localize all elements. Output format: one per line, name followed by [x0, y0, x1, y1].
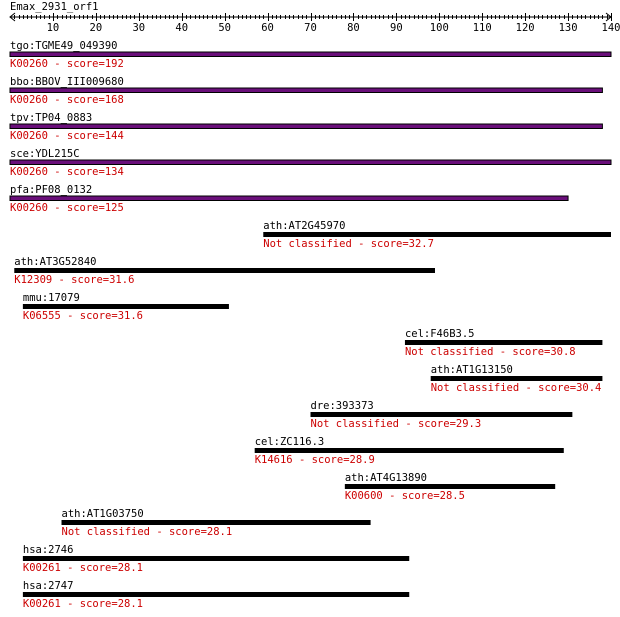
hit-alignment-bar[interactable] — [10, 52, 611, 57]
hit-row[interactable] — [345, 472, 555, 502]
hit-row[interactable] — [23, 580, 409, 610]
ruler-tick-label: 130 — [558, 22, 578, 34]
hit-row[interactable] — [23, 292, 229, 322]
hit-gene-label[interactable]: pfa:PF08_0132 — [10, 184, 93, 196]
hit-alignment-bar[interactable] — [311, 412, 573, 417]
hit-alignment-bar[interactable] — [345, 484, 555, 489]
ruler-tick-label: 100 — [429, 22, 449, 34]
hit-gene-label[interactable]: hsa:2747 — [22, 580, 74, 592]
hit-alignment-bar[interactable] — [10, 124, 602, 129]
ruler-tick-label: 110 — [472, 22, 492, 34]
hit-alignment-bar[interactable] — [23, 592, 409, 597]
hit-row[interactable] — [263, 220, 611, 250]
hit-row[interactable] — [62, 508, 371, 538]
hit-score-label[interactable]: Not classified - score=30.4 — [430, 382, 602, 394]
ruler-tick-label: 120 — [515, 22, 535, 34]
ruler-tick-label: 30 — [132, 22, 146, 34]
ruler-tick-label: 80 — [347, 22, 360, 34]
hit-gene-label[interactable]: ath:AT4G13890 — [344, 472, 428, 484]
hit-score-label[interactable]: K00260 - score=192 — [10, 58, 124, 70]
hit-gene-label[interactable]: ath:AT1G13150 — [430, 364, 513, 376]
hit-alignment-bar[interactable] — [263, 232, 611, 237]
ruler-tick-label: 140 — [601, 22, 620, 34]
hit-row[interactable] — [10, 148, 611, 178]
hit-alignment-bar[interactable] — [405, 340, 602, 345]
hit-alignment-bar[interactable] — [10, 160, 611, 165]
hit-score-label[interactable]: K00260 - score=144 — [10, 130, 124, 142]
hit-score-label[interactable]: K14616 - score=28.9 — [254, 454, 375, 466]
position-ruler — [10, 13, 620, 34]
hit-row[interactable] — [10, 184, 568, 214]
hit-row[interactable] — [255, 436, 564, 466]
hit-score-label[interactable]: K00260 - score=134 — [10, 166, 124, 178]
hit-row[interactable] — [10, 112, 602, 142]
hit-score-label[interactable]: Not classified - score=29.3 — [310, 418, 482, 430]
ruler-tick-label: 40 — [175, 22, 189, 34]
hit-score-label[interactable]: Not classified - score=32.7 — [263, 238, 434, 250]
hit-row[interactable] — [23, 544, 409, 574]
ruler-tick-label: 10 — [46, 22, 60, 34]
hit-list — [10, 40, 611, 610]
hit-score-label[interactable]: K00260 - score=125 — [10, 202, 124, 214]
hit-gene-label[interactable]: hsa:2746 — [22, 544, 74, 556]
hit-alignment-bar[interactable] — [10, 196, 568, 201]
hit-gene-label[interactable]: cel:F46B3.5 — [404, 328, 475, 340]
hit-gene-label[interactable]: mmu:17079 — [22, 292, 80, 304]
hit-score-label[interactable]: K12309 - score=31.6 — [14, 274, 135, 286]
query-title: Emax_2931_orf1 — [10, 1, 99, 13]
hit-alignment-bar[interactable] — [23, 304, 229, 309]
hit-gene-label[interactable]: ath:AT1G03750 — [61, 508, 144, 520]
hit-gene-label[interactable]: ath:AT3G52840 — [14, 256, 97, 268]
hit-score-label[interactable]: K00260 - score=168 — [10, 94, 124, 106]
hit-alignment-bar[interactable] — [431, 376, 603, 381]
hit-alignment-bar[interactable] — [10, 88, 602, 93]
ruler-tick-label: 90 — [390, 22, 403, 34]
hit-gene-label[interactable]: tpv:TP04_0883 — [10, 112, 93, 124]
ruler-tick-label: 60 — [261, 22, 274, 34]
hit-row[interactable] — [431, 364, 603, 394]
ruler-tick-label: 50 — [218, 22, 231, 34]
hit-score-label[interactable]: K00600 - score=28.5 — [344, 490, 465, 502]
ruler-tick-label: 20 — [89, 22, 103, 34]
hit-row[interactable] — [405, 328, 602, 358]
hit-gene-label[interactable]: cel:ZC116.3 — [254, 436, 325, 448]
hit-row[interactable] — [311, 400, 573, 430]
hit-score-label[interactable]: Not classified - score=28.1 — [61, 526, 233, 538]
hit-score-label[interactable]: K00261 - score=28.1 — [22, 562, 143, 574]
hit-gene-label[interactable]: tgo:TGME49_049390 — [10, 40, 118, 52]
hit-gene-label[interactable]: sce:YDL215C — [10, 148, 80, 160]
hit-gene-label[interactable]: bbo:BBOV_III009680 — [10, 76, 124, 88]
hit-gene-label[interactable]: dre:393373 — [310, 400, 374, 412]
hit-gene-label[interactable]: ath:AT2G45970 — [263, 220, 346, 232]
hit-alignment-bar[interactable] — [62, 520, 371, 525]
hit-alignment-bar[interactable] — [14, 268, 435, 273]
hit-row[interactable] — [10, 76, 602, 106]
hit-row[interactable] — [14, 256, 435, 286]
ruler-tick-label: 70 — [304, 22, 317, 34]
hit-alignment-bar[interactable] — [23, 556, 409, 561]
hit-score-label[interactable]: Not classified - score=30.8 — [404, 346, 576, 358]
hit-score-label[interactable]: K06555 - score=31.6 — [22, 310, 143, 322]
hit-alignment-bar[interactable] — [255, 448, 564, 453]
hit-score-label[interactable]: K00261 - score=28.1 — [22, 598, 143, 610]
hit-row[interactable] — [10, 40, 611, 70]
